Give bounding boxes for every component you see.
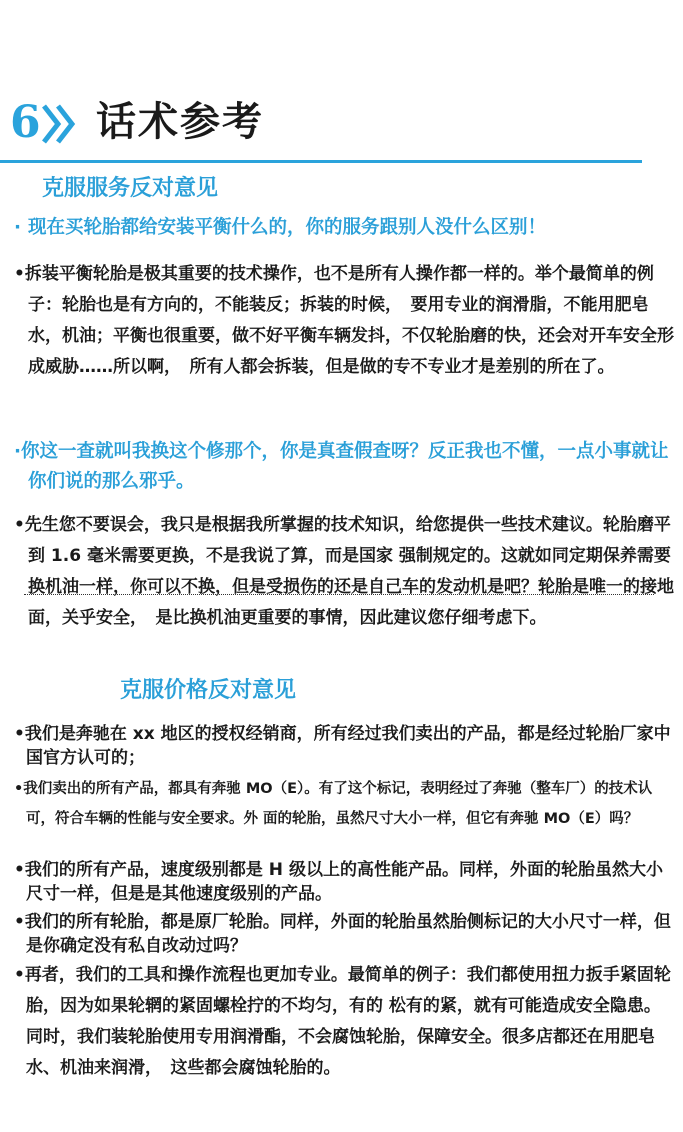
price-item-3: •我们的所有产品，速度级别都是 H 级以上的高性能产品。同样，外面的轮胎虽然大小尺寸一样，但是是其他速度级别的产品。 [14,860,663,904]
price-item-2: •我们卖出的所有产品，都具有奔驰 MO（E）。有了这个标记，表明经过了奔驰（整车厂）的技术认可，符合车辆的性能与安全要求。外 面的轮胎，虽然尺寸大小一样，但它有奔驰 MO（E）吗？ [14,781,653,827]
chapter-title: 话术参考 [96,99,264,145]
price-item-1: •我们是奔驰在 xx 地区的授权经销商，所有经过我们卖出的产品，都是经过轮胎厂家中国官方认可的； [14,724,671,768]
chapter-number: 6 [10,97,41,148]
section-title-service: 克服服务反对意见 [42,176,219,201]
chapter-header [0,96,683,164]
service-question-2: ·你这一查就叫我换这个修那个，你是真查假查呀？反正我也不懂，一点小事就让你们说的那么邪乎。 [14,441,669,492]
service-question-1-text: 现在买轮胎都给安装平衡什么的，你的服务跟别人没什么区别！ [28,217,547,238]
service-answer-2-text: 先生您不要误会，我只是根据我所掌握的技术知识，给您提供一些技术建议。轮胎磨平到 1.6 毫米需要更换，不是我说了算，而是国家 强制规定的。这就如同定期保养需要换机油一样，你可以不换，但是受损伤的还是自己车的发动机是吧？轮胎是唯一的接地面，关乎安全， 是比换机油更重要的事情，因此建议您仔细考虑下。 [24,515,674,628]
dotted-divider [24,594,654,595]
service-answer-2: •先生您不要误会，我只是根据我所掌握的技术知识，给您提供一些技术建议。轮胎磨平到 1.6 毫米需要更换，不是我说了算，而是国家 强制规定的。这就如同定期保养需要换机油一样，你可以不换，但是受损伤的还是自己车的发动机是吧？轮胎是唯一的接地面，关乎安全， 是比换机油更重要的事情，因此建议您仔细考虑下。 [14,515,674,628]
price-item-4-text: 我们的所有轮胎，都是原厂轮胎。同样，外面的轮胎虽然胎侧标记的大小尺寸一样，但是你确定没有私自改动过吗？ [24,912,671,956]
price-item-2-text: 我们卖出的所有产品，都具有奔驰 MO（E）。有了这个标记，表明经过了奔驰（整车厂）的技术认可，符合车辆的性能与安全要求。外 面的轮胎，虽然尺寸大小一样，但它有奔驰 MO（E）吗？ [23,781,653,827]
price-item-5-text: 再者，我们的工具和操作流程也更加专业。最简单的例子：我们都使用扭力扳手紧固轮胎，因为如果轮辋的紧固螺栓拧的不均匀，有的 松有的紧，就有可能造成安全隐患。同时，我们装轮胎使用专用润滑酯，不会腐蚀轮胎，保障安全。很多店都还在用肥皂水、机油来润滑， 这些都会腐蚀轮胎的。 [24,965,671,1078]
double-chevron-icon [40,102,80,146]
service-question-1: · 现在买轮胎都给安装平衡什么的，你的服务跟别人没什么区别！ [14,217,547,238]
header-divider [0,160,642,163]
price-item-1-text: 我们是奔驰在 xx 地区的授权经销商，所有经过我们卖出的产品，都是经过轮胎厂家中国官方认可的； [24,724,671,768]
service-answer-1-text: 拆装平衡轮胎是极其重要的技术操作，也不是所有人操作都一样的。举个最简单的例子：轮胎也是有方向的，不能装反；拆装的时候， 要用专业的润滑脂，不能用肥皂水，机油；平衡也很重要，做不好平衡车辆发抖，不仅轮胎磨的快，还会对开车安全形成威胁……所以啊， 所有人都会拆装，但是做的专不专业才是差别的所在了。 [24,264,674,377]
service-answer-1: •拆装平衡轮胎是极其重要的技术操作，也不是所有人操作都一样的。举个最简单的例子：轮胎也是有方向的，不能装反；拆装的时候， 要用专业的润滑脂，不能用肥皂水，机油；平衡也很重要，做不好平衡车辆发抖，不仅轮胎磨的快，还会对开车安全形成威胁……所以啊， 所有人都会拆装，但是做的专不专业才是差别的所在了。 [14,264,674,377]
price-item-4: •我们的所有轮胎，都是原厂轮胎。同样，外面的轮胎虽然胎侧标记的大小尺寸一样，但是你确定没有私自改动过吗？ [14,912,671,956]
service-question-2-text: 你这一查就叫我换这个修那个，你是真查假查呀？反正我也不懂，一点小事就让你们说的那么邪乎。 [21,441,669,492]
section-title-price: 克服价格反对意见 [120,678,297,703]
price-item-3-text: 我们的所有产品，速度级别都是 H 级以上的高性能产品。同样，外面的轮胎虽然大小尺寸一样，但是是其他速度级别的产品。 [24,860,663,904]
price-item-5: •再者，我们的工具和操作流程也更加专业。最简单的例子：我们都使用扭力扳手紧固轮胎，因为如果轮辋的紧固螺栓拧的不均匀，有的 松有的紧，就有可能造成安全隐患。同时，我们装轮胎使用专用润滑酯，不会腐蚀轮胎，保障安全。很多店都还在用肥皂水、机油来润滑， 这些都会腐蚀轮胎的。 [14,965,671,1078]
